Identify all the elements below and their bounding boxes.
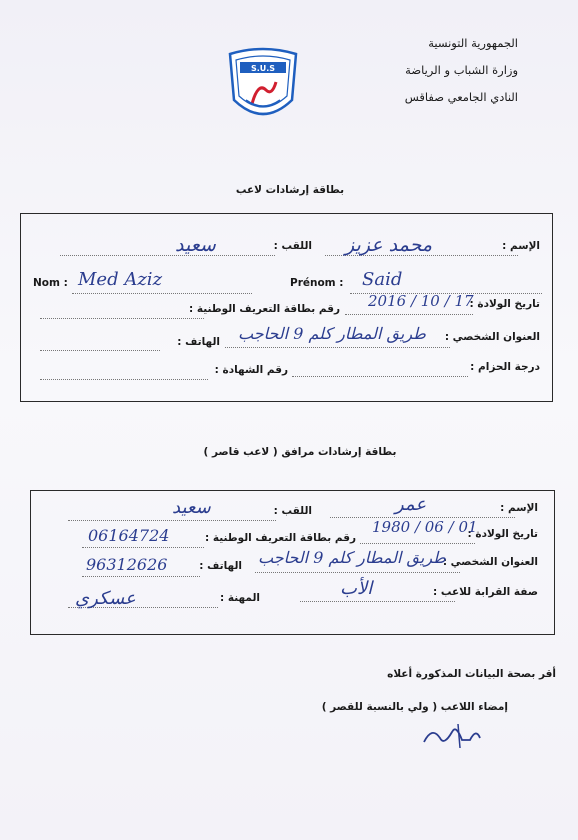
companion-id-label: رقم بطاقة التعريف الوطنية : <box>204 532 356 544</box>
player-name-label: الإسم : <box>502 240 540 252</box>
player-nom-label: Nom : <box>33 277 68 289</box>
player-prenom-value: Said <box>362 269 403 290</box>
footer-signature-label: إمضاء اللاعب ( ولي بالنسبة للقصر ) <box>321 701 508 713</box>
companion-surname-label: اللقب : <box>273 505 312 517</box>
companion-relation-value: الأب <box>340 578 373 599</box>
player-address-label: العنوان الشخصي : <box>444 331 540 343</box>
header-club: النادي الجامعي صفاقس <box>404 90 518 104</box>
companion-card-title: بطاقة إرشادات مرافق ( لاعب قاصر ) <box>203 446 397 458</box>
player-id-line <box>40 317 204 319</box>
player-surname-label: اللقب : <box>273 240 312 252</box>
companion-relation-line <box>300 600 455 602</box>
player-name-value: محمد عزيز <box>345 234 433 256</box>
companion-id-value: 06164724 <box>88 526 170 545</box>
companion-name-label: الإسم : <box>500 502 538 514</box>
player-surname-value: سعيد <box>175 234 216 256</box>
club-logo <box>222 44 304 128</box>
player-cert-line <box>40 378 208 380</box>
footer-declaration: أقر بصحة البيانات المذكورة أعلاه <box>387 668 556 680</box>
player-phone-label: الهاتف : <box>177 336 220 348</box>
player-prenom-label: Prénom : <box>290 277 344 289</box>
player-birth-line <box>345 313 473 315</box>
player-birth-label: تاريخ الولادة : <box>469 298 540 310</box>
companion-birth-label: تاريخ الولادة : <box>467 528 538 540</box>
header-republic: الجمهورية التونسية <box>428 36 518 50</box>
player-address-value: طريق المطار كلم 9 الحاجب <box>238 324 426 343</box>
companion-address-value: طريق المطار كلم 9 الحاجب <box>258 548 446 567</box>
player-cert-label: رقم الشهادة : <box>214 364 288 376</box>
companion-job-value: عسكري <box>75 588 136 609</box>
companion-surname-value: سعيد <box>172 497 211 518</box>
companion-phone-line <box>82 575 200 577</box>
logo-text: S.U.S <box>250 64 276 73</box>
companion-id-line <box>82 546 204 548</box>
player-phone-line <box>40 349 160 351</box>
companion-job-label: المهنة : <box>219 592 260 604</box>
player-belt-label: درجة الحزام : <box>470 361 540 373</box>
player-surname-line <box>60 254 275 256</box>
player-nom-value: Med Aziz <box>78 269 163 290</box>
companion-address-line <box>255 571 460 573</box>
player-birth-value: 2016 / 10 / 17 <box>368 292 474 310</box>
player-card-title: بطاقة إرشادات لاعب <box>235 184 345 196</box>
companion-surname-line <box>68 519 276 521</box>
document-header <box>405 30 518 111</box>
player-id-label: رقم بطاقة التعريف الوطنية : <box>188 303 340 315</box>
companion-birth-value: 1980 / 06 / 01 <box>372 518 478 536</box>
companion-phone-label: الهاتف : <box>199 560 242 572</box>
signature-mark <box>418 718 488 752</box>
player-address-line <box>225 346 450 348</box>
companion-name-value: عمر <box>395 494 427 515</box>
companion-address-label: العنوان الشخصي : <box>442 556 538 568</box>
companion-birth-line <box>360 542 475 544</box>
companion-phone-value: 96312626 <box>86 555 168 574</box>
header-ministry: وزارة الشباب و الرياضة <box>405 63 518 77</box>
player-nom-line <box>72 292 252 294</box>
player-belt-line <box>292 375 468 377</box>
companion-relation-label: صفة القرابة للاعب : <box>433 586 538 598</box>
